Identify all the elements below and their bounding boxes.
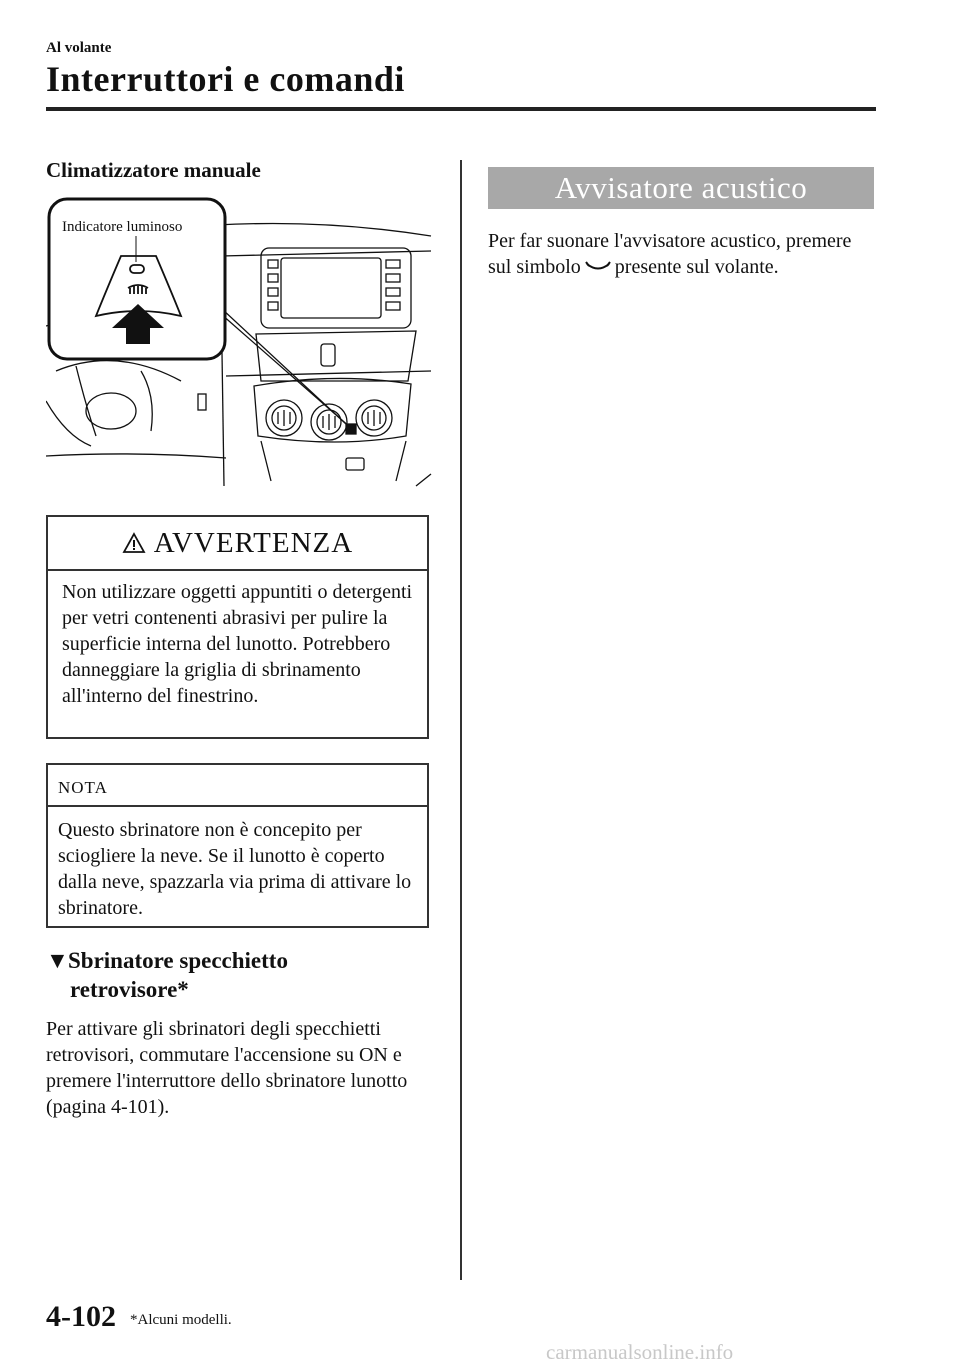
warning-box	[46, 515, 429, 739]
title-rule	[46, 107, 876, 111]
horn-text	[488, 228, 858, 280]
warning-text: Non utilizzare oggetti appuntiti o detergenti per vetri contenenti abrasivi per pulire la superficie interna del lunotto. Potrebbero danneggiare la griglia di sbrinamento all'interno del finestrino.	[62, 581, 413, 707]
dashboard-illustration	[46, 196, 436, 491]
note-title: NOTA	[58, 778, 108, 797]
callout-label: Indicatore luminoso	[62, 219, 183, 235]
note-text: Questo sbrinatore non è concepito per sciogliere la neve. Se il lunotto è coperto dalla neve, spazzarla via prima di attivare lo sbrinatore.	[58, 819, 412, 919]
horn-section-banner: Avvisatore acustico	[488, 167, 874, 209]
watermark: carmanualsonline.info	[546, 1340, 734, 1364]
warning-triangle-icon	[122, 532, 146, 554]
horn-text-before: Per far suonare l'avvisatore acustico, premere sul simbolo	[488, 230, 852, 278]
subheading-climatizzatore: Climatizzatore manuale	[46, 158, 261, 182]
horn-icon	[585, 261, 611, 275]
mirror-defroster-text: Per attivare gli sbrinatori degli specchietti retrovisori, commutare l'accensione su ON e premere l'interruttore dello sbrinatore lunotto (pagina 4-101).	[46, 1018, 408, 1118]
mirror-defroster-heading	[46, 946, 446, 1004]
page-title: Interruttori e comandi	[46, 59, 405, 99]
mirror-heading-line1: Sbrinatore specchietto	[68, 948, 288, 973]
note-box	[46, 763, 429, 928]
section-marker-icon: ▼	[46, 948, 69, 973]
mirror-heading-line2: retrovisore*	[70, 977, 189, 1002]
horn-text-after: presente sul volante.	[614, 256, 779, 278]
warning-header	[48, 517, 427, 571]
section-label: Al volante	[46, 40, 112, 56]
note-header	[48, 765, 427, 807]
column-divider	[460, 160, 462, 1280]
warning-title: AVVERTENZA	[153, 526, 354, 559]
footnote: *Alcuni modelli.	[130, 1312, 232, 1328]
page-number: 4-102	[46, 1300, 116, 1333]
